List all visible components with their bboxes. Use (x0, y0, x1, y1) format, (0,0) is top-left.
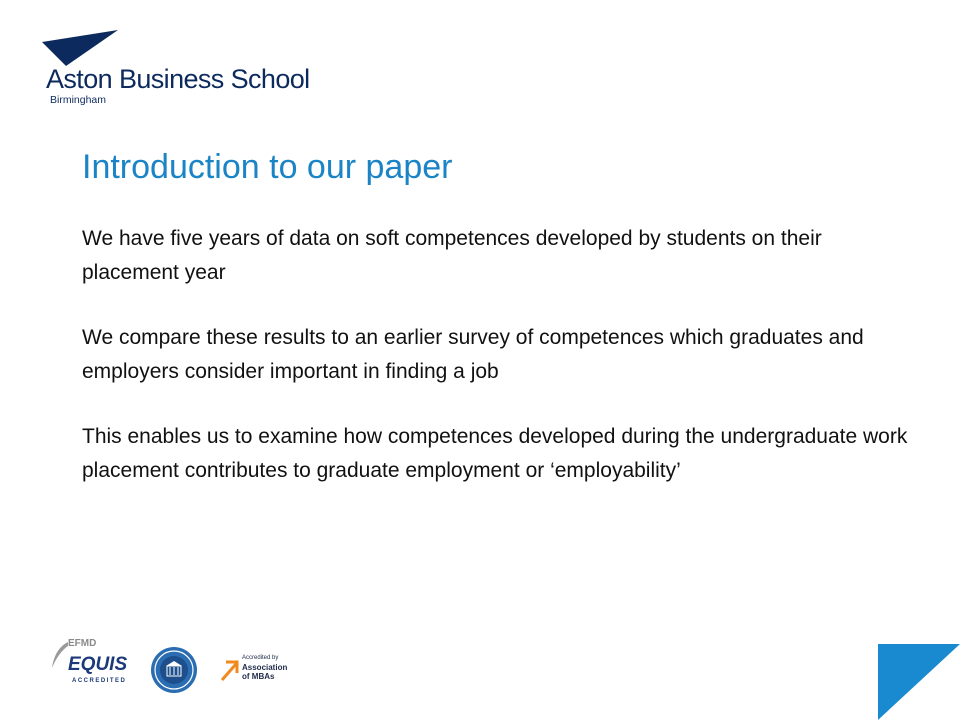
equis-efmd-label: EFMD (68, 638, 97, 649)
logo-city: Birmingham (50, 94, 107, 106)
amba-small-label: Accredited by (242, 655, 279, 661)
equis-sub-label: ACCREDITED (72, 678, 127, 684)
corner-triangle-icon (878, 644, 960, 720)
amba-text (242, 654, 287, 681)
paragraph-3: This enables us to examine how competences developed during the undergraduate work placement contributes to graduate employment or ‘employability’ (82, 425, 908, 482)
logo-triangle-icon (38, 28, 120, 66)
aacsb-seal-icon (150, 646, 198, 694)
slide-body (82, 222, 912, 519)
aston-logo (38, 28, 318, 112)
equis-main-label: EQUIS (68, 654, 128, 675)
paragraph-2: We compare these results to an earlier survey of competences which graduates and employers consider important in finding a job (82, 326, 864, 383)
equis-swoosh-icon (50, 640, 70, 670)
amba-line2: of MBAs (242, 672, 275, 681)
logo-name: Aston Business School (46, 64, 310, 94)
amba-arrow-icon (220, 658, 240, 682)
amba-logo (220, 654, 310, 690)
paragraph-1: We have five years of data on soft competences developed by students on their placement year (82, 227, 822, 284)
amba-line1: Association (242, 663, 288, 672)
equis-logo (50, 636, 130, 694)
slide-title: Introduction to our paper (82, 148, 453, 186)
accreditation-logos (50, 636, 310, 696)
